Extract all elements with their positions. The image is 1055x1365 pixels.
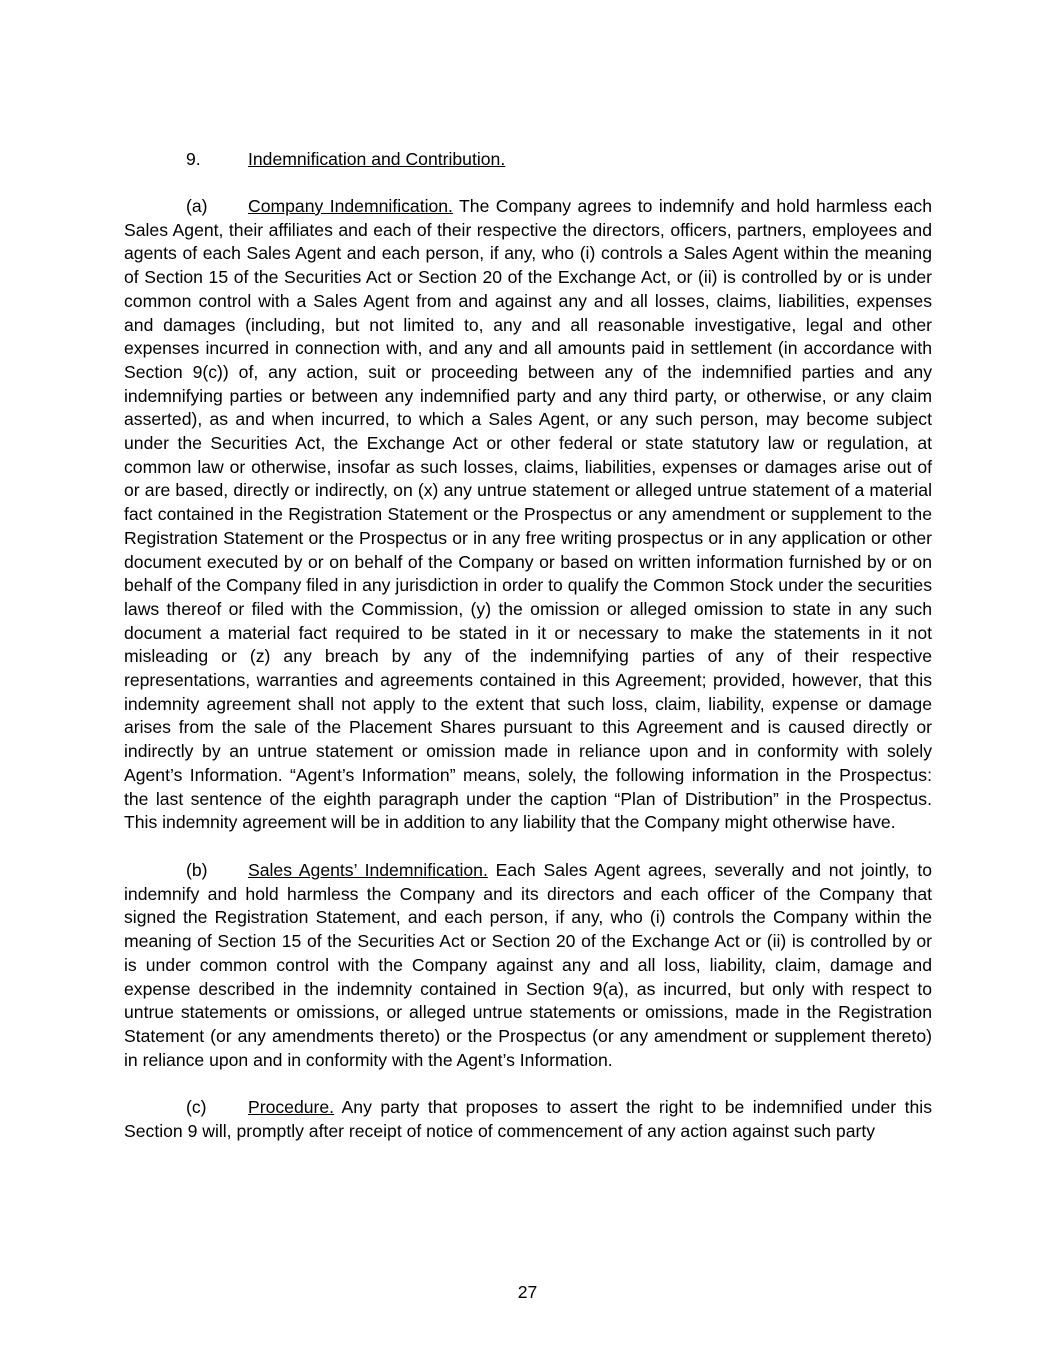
paragraph-company-indemnification [124, 195, 932, 835]
section-title: Indemnification and Contribution. [248, 149, 506, 169]
document-page [124, 148, 932, 1168]
paragraph-body: Any party that proposes to assert the right to be indemnified under this Section 9 will, promptly after receipt of notice of commencement of any action against such party [124, 1097, 932, 1142]
paragraph-label: (a) [186, 196, 208, 216]
paragraph-procedure [124, 1096, 932, 1143]
paragraph-body: Each Sales Agent agrees, severally and not jointly, to indemnify and hold harmless the Company and its directors and each officer of the Company that signed the Registration Statement, and each person, if any, who (i) controls the Company within the meaning of Section 15 of the Securities Act or Section 20 of the Exchange Act or (ii) is controlled by or is under common control with the Company against any and all loss, liability, claim, damage and expense described in the indemnity contained in Section 9(a), as incurred, but only with respect to untrue statements or omissions, or alleged untrue statements or omissions, made in the Registration Statement (or any amendments thereto) or the Prospectus (or any amendment or supplement thereto) in reliance upon and in conformity with the Agent’s Information. [124, 859, 932, 1070]
section-heading [124, 148, 932, 172]
paragraph-label: (b) [186, 859, 208, 880]
section-number: 9. [186, 149, 201, 169]
page-number: 27 [517, 1282, 538, 1302]
paragraph-sales-agents-indemnification [124, 859, 932, 1072]
paragraph-title: Sales Agents’ Indemnification. [248, 859, 488, 880]
paragraph-label: (c) [186, 1097, 207, 1118]
paragraph-title: Company Indemnification. [248, 196, 453, 216]
paragraph-body: The Company agrees to indemnify and hold harmless each Sales Agent, their affiliates and each of their respective the directors, officers, partners, employees and agents of each Sales Agent and each person, if any, who (i) controls a Sales Agent within the meaning of Section 15 of the Securities Act or Section 20 of the Exchange Act, or (ii) is controlled by or is under common control with a Sales Agent from and against any and all losses, claims, liabilities, expenses and damages (including, but not limited to, any and all reasonable investigative, legal and other expenses incurred in connection with, and any and all amounts paid in settlement (in accordance with Section 9(c)) of, any action, suit or proceeding between any of the indemnified parties and any indemnifying parties or between any indemnified party and any third party, or otherwise, or any claim asserted), as and when incurred, to which a Sales Agent, or any such person, may become subject under the Securities Act, the Exchange Act or other federal or state statutory law or regulation, at common law or otherwise, insofar as such losses, claims, liabilities, expenses or damages arise out of or are based, directly or indirectly, on (x) any untrue statement or alleged untrue statement of a material fact contained in the Registration Statement or the Prospectus or any amendment or supplement to the Registration Statement or the Prospectus or in any free writing prospectus or in any application or other document executed by or on behalf of the Company or based on written information furnished by or on behalf of the Company filed in any jurisdiction in order to qualify the Common Stock under the securities laws thereof or filed with the Commission, (y) the omission or alleged omission to state in any such document a material fact required to be stated in it or necessary to make the statements in it not misleading or (z) any breach by any of the indemnifying parties of any of their respective representations, warranties and agreements contained in this Agreement; provided, however, that this indemnity agreement shall not apply to the extent that such loss, claim, liability, expense or damage arises from the sale of the Placement Shares pursuant to this Agreement and is caused directly or indirectly by an untrue statement or omission made in reliance upon and in conformity with solely Agent’s Information. “Agent’s Information” means, solely, the following information in the Prospectus: the last sentence of the eighth paragraph under the caption “Plan of Distribution” in the Prospectus. This indemnity agreement will be in addition to any liability that the Company might otherwise have. [124, 196, 932, 833]
paragraph-title: Procedure. [248, 1097, 335, 1118]
